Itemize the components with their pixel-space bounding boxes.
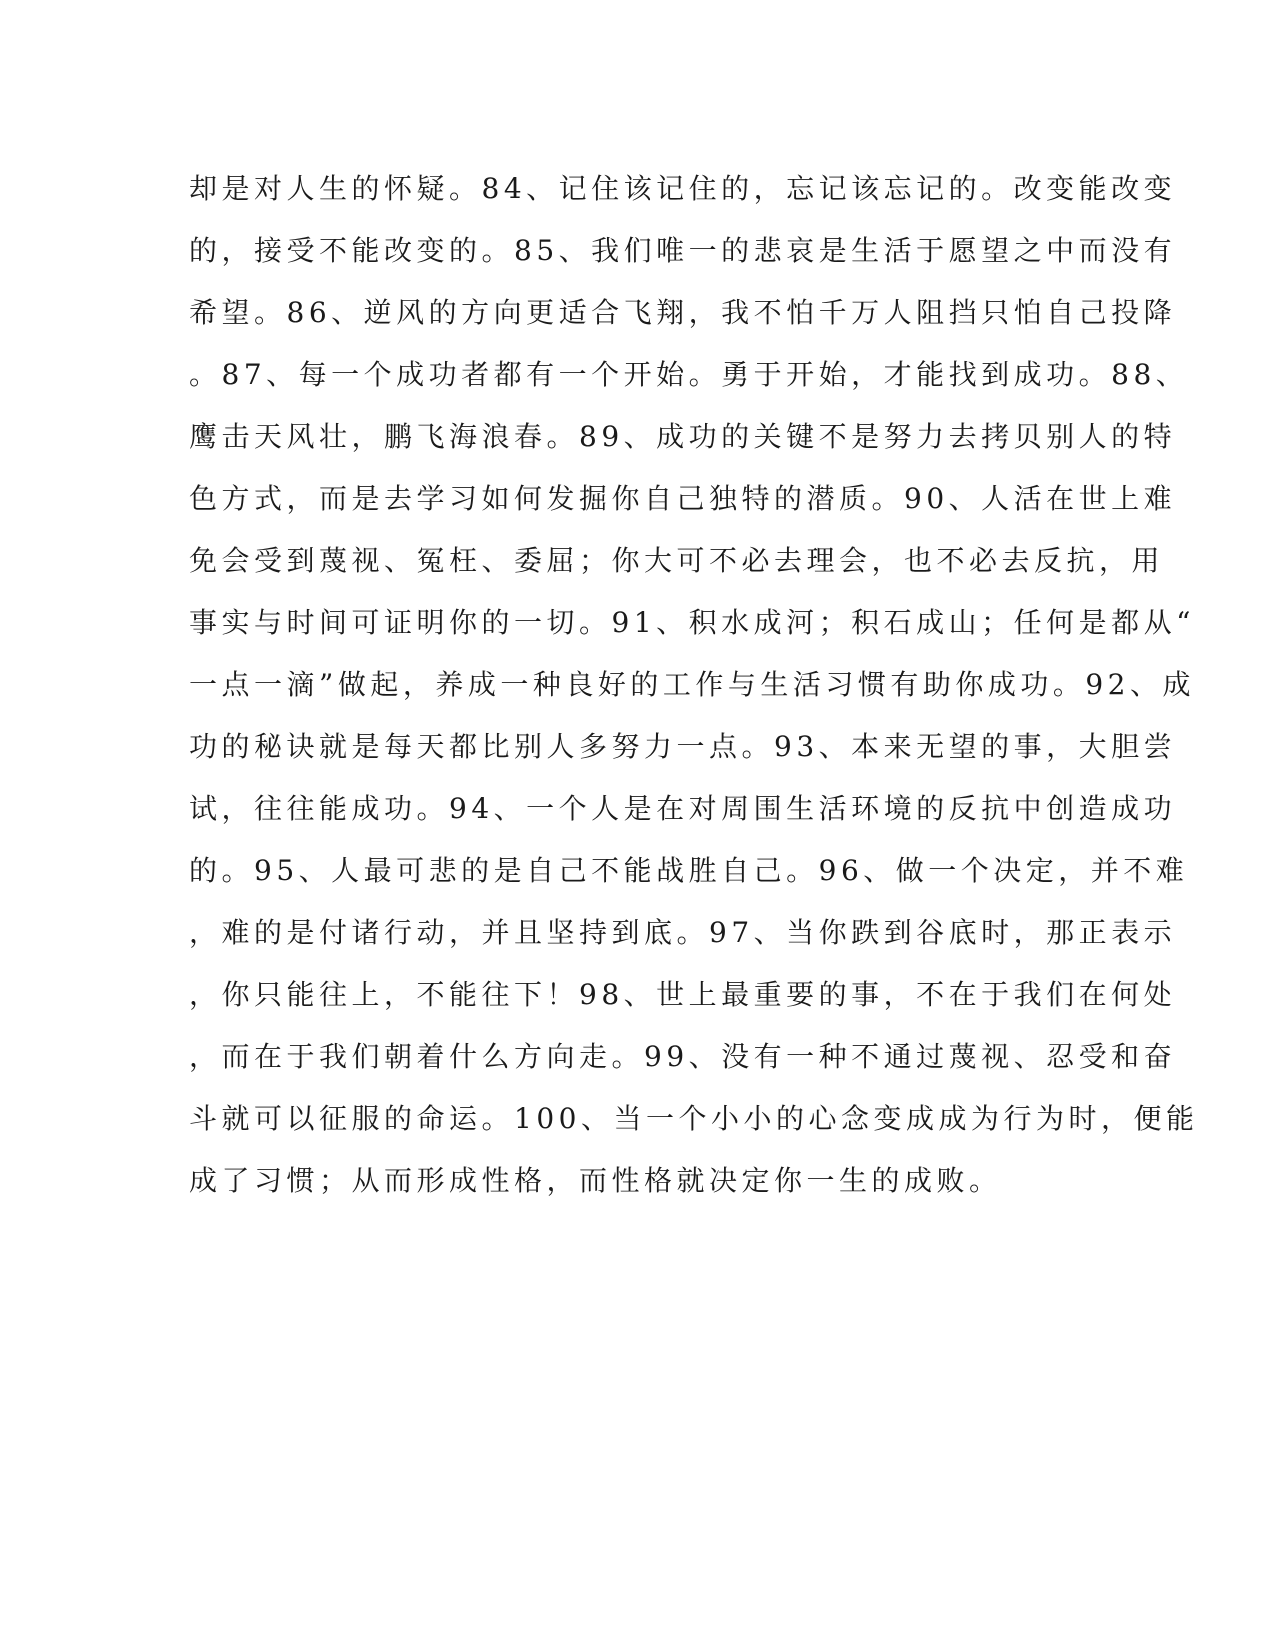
text-line-5: 鹰击天风壮，鹏飞海浪春。89、成功的关键不是努力去拷贝别人的特: [189, 420, 1177, 453]
text-line-14: ，你只能往上，不能往下！98、世上最重要的事，不在于我们在何处: [189, 978, 1177, 1011]
text-line-17: 成了习惯；从而形成性格，而性格就决定你一生的成败。: [189, 1164, 1002, 1197]
text-line-9: 一点一滴”做起，养成一种良好的工作与生活习惯有助你成功。92、成: [189, 668, 1195, 701]
text-line-6: 色方式，而是去学习如何发掘你自己独特的潜质。90、人活在世上难: [189, 482, 1177, 515]
text-line-3: 希望。86、逆风的方向更适合飞翔，我不怕千万人阻挡只怕自己投降: [189, 296, 1177, 329]
text-line-1: 却是对人生的怀疑。84、记住该记住的，忘记该忘记的。改变能改变: [189, 172, 1177, 205]
text-line-11: 试，往往能成功。94、一个人是在对周围生活环境的反抗中创造成功: [189, 792, 1177, 825]
body-text: [189, 158, 1199, 1212]
text-line-12: 的。95、人最可悲的是自己不能战胜自己。96、做一个决定，并不难: [189, 854, 1189, 887]
text-line-4: 。87、每一个成功者都有一个开始。勇于开始，才能找到成功。88、: [189, 358, 1189, 391]
text-line-10: 功的秘诀就是每天都比别人多努力一点。93、本来无望的事，大胆尝: [189, 730, 1177, 763]
text-line-7: 免会受到蔑视、冤枉、委屈；你大可不必去理会，也不必去反抗，用: [189, 544, 1165, 577]
text-line-8: 事实与时间可证明你的一切。91、积水成河；积石成山；任何是都从“: [189, 606, 1195, 639]
text-line-15: ，而在于我们朝着什么方向走。99、没有一种不通过蔑视、忍受和奋: [189, 1040, 1177, 1073]
text-line-16: 斗就可以征服的命运。100、当一个小小的心念变成成为行为时，便能: [189, 1102, 1199, 1135]
text-line-13: ，难的是付诸行动，并且坚持到底。97、当你跌到谷底时，那正表示: [189, 916, 1177, 949]
text-line-2: 的，接受不能改变的。85、我们唯一的悲哀是生活于愿望之中而没有: [189, 234, 1177, 267]
